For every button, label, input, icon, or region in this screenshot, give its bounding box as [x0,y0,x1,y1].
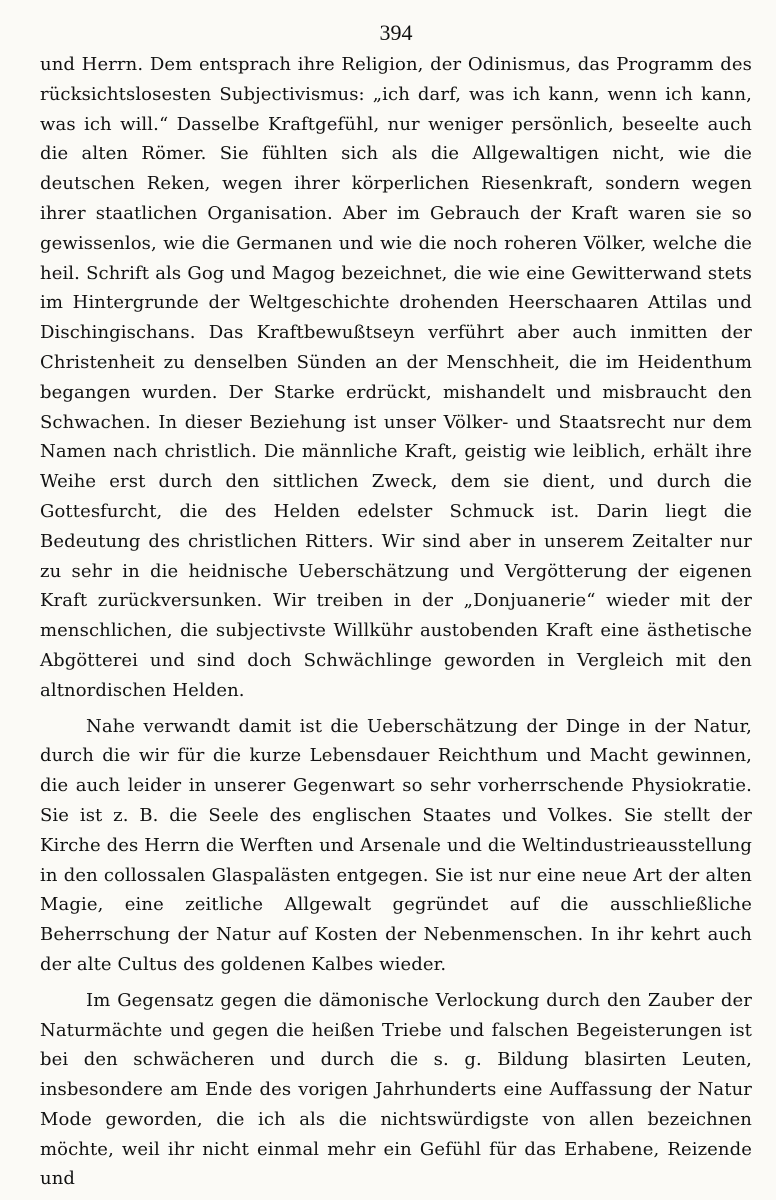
paragraph-2: Nahe verwandt damit ist die Ueberschätzung der Dinge in der Natur, durch die wir für die kurze Lebensdauer Reichthum und Macht gewinnen, die auch leider in unserer Gegenwart so sehr vorherrschende Physiokratie. Sie ist z. B. die Seele des englischen Staates und Volkes. Sie stellt der Kirche des Herrn die Werften und Arsenale und die Weltindustrieausstellung in den collossalen Glaspalästen entgegen. Sie ist nur eine neue Art der alten Magie, eine zeitliche Allgewalt gegründet auf die ausschließliche Beherrschung der Natur auf Kosten der Nebenmenschen. In ihr kehrt auch der alte Cultus des goldenen Kalbes wieder. [40,715,752,975]
paragraph-1: und Herrn. Dem entsprach ihre Religion, der Odinismus, das Programm des rücksichtslosesten Subjectivismus: „ich darf, was ich kann, wenn ich kann, was ich will.“ Dasselbe Kraftgefühl, nur weniger persönlich, beseelte auch die alten Römer. Sie fühlten sich als die Allgewaltigen nicht, wie die deutschen Reken, wegen ihrer körperlichen Riesenkraft, sondern wegen ihrer staatlichen Organisation. Aber im Gebrauch der Kraft waren sie so gewissenlos, wie die Germanen und wie die noch roheren Völker, welche die heil. Schrift als Gog und Magog bezeichnet, die wie eine Gewitterwand stets im Hintergrunde der Weltgeschichte drohenden Heerschaaren Attilas und Dischingischans. Das Kraftbewußtseyn verführt aber auch inmitten der Christenheit zu denselben Sünden an der Menschheit, die im Heidenthum begangen wurden. Der Starke erdrückt, mishandelt und misbraucht den Schwachen. In dieser Beziehung ist unser Völker- und Staatsrecht nur dem Namen nach christlich. Die männliche Kraft, geistig wie leiblich, erhält ihre Weihe erst durch den sittlichen Zweck, dem sie dient, und durch die Gottesfurcht, die des Helden edelster Schmuck ist. Darin liegt die Bedeutung des christlichen Ritters. Wir sind aber in unserem Zeitalter nur zu sehr in die heidnische Ueberschätzung und Vergötterung der eigenen Kraft zurückversunken. Wir treiben in der „Donjuanerie“ wieder mit der menschlichen, die subjectivste Willkühr austobenden Kraft eine ästhetische Abgötterei und sind doch Schwächlinge geworden in Vergleich mit den altnordischen Helden. [40,54,752,701]
page-number: 394 [379,20,413,45]
paragraph-3: Im Gegensatz gegen die dämonische Verlockung durch den Zauber der Naturmächte und gegen die heißen Triebe und falschen Begeisterungen ist bei den schwächeren und durch die s. g. Bildung blasirten Leuten, insbesondere am Ende des vorigen Jahrhunderts eine Auffassung der Natur Mode geworden, die ich als die nichtswürdigste von allen bezeichnen möchte, weil ihr nicht einmal mehr ein Gefühl für das Erhabene, Reizende und [40,989,752,1190]
